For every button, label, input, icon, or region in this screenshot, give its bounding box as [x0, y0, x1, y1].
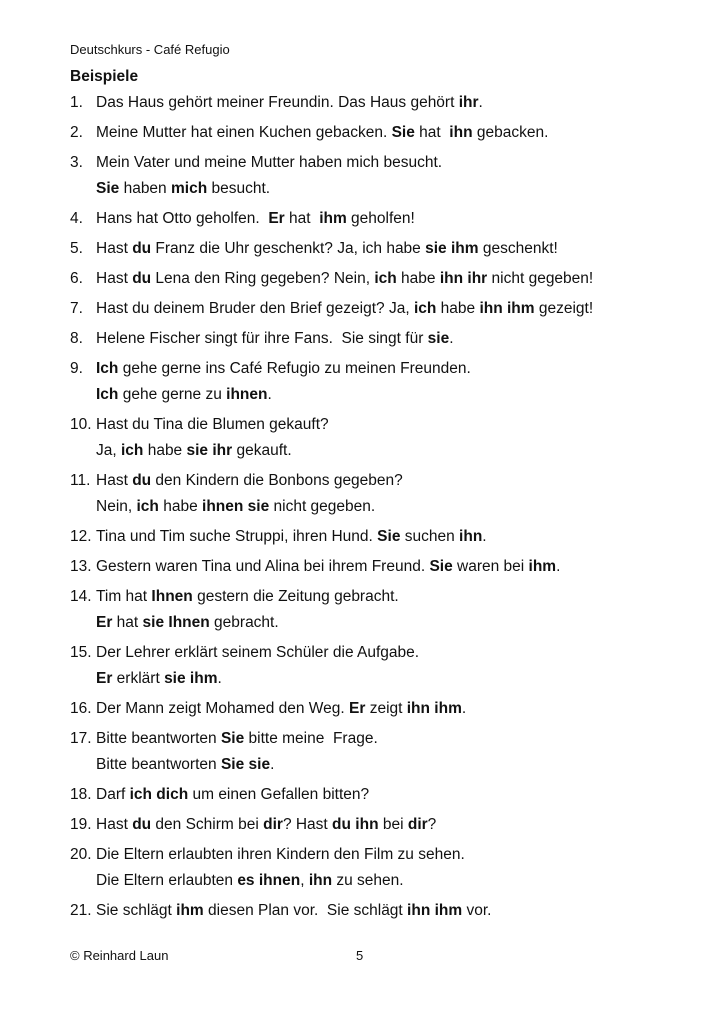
- text-segment: nicht gegeben!: [487, 270, 594, 287]
- text-segment: Die Eltern erlaubten: [96, 872, 238, 889]
- pronoun-bold: ihn: [449, 124, 473, 141]
- sentence-line: [96, 898, 690, 924]
- text-segment: diesen Plan vor. Sie schlägt: [203, 902, 408, 919]
- item-number: 18.: [70, 786, 92, 803]
- sentence-line: [96, 554, 690, 580]
- sentence-line: [96, 868, 690, 894]
- sentence-line: [96, 150, 690, 176]
- sentence-line: [96, 726, 690, 752]
- item-number: 20.: [70, 846, 92, 863]
- item-number: 8.: [70, 330, 83, 347]
- pronoun-bold: dir: [263, 816, 283, 833]
- pronoun-bold: Sie: [96, 180, 120, 197]
- text-segment: Helene Fischer singt für ihre Fans. Sie singt für: [96, 330, 428, 347]
- item-number: 9.: [70, 360, 83, 377]
- text-segment: ,: [300, 872, 309, 889]
- text-segment: .: [267, 386, 272, 403]
- text-segment: Hast: [96, 472, 133, 489]
- sentence-line: [96, 494, 690, 520]
- text-segment: .: [556, 558, 561, 575]
- text-segment: gezeigt!: [534, 300, 594, 317]
- item-number: 21.: [70, 902, 92, 919]
- text-segment: waren bei: [452, 558, 529, 575]
- text-segment: Hast: [96, 270, 133, 287]
- sentence-line: [96, 782, 690, 808]
- pronoun-bold: mich: [170, 180, 208, 197]
- list-item: [70, 640, 690, 692]
- sentence-line: [96, 326, 690, 352]
- text-segment: Hast du Tina die Blumen gekauft?: [96, 416, 329, 433]
- text-segment: Lena den Ring gegeben? Nein,: [151, 270, 375, 287]
- pronoun-bold: sie Ihnen: [142, 614, 210, 631]
- pronoun-bold: Sie sie: [220, 756, 271, 773]
- pronoun-bold: ihm: [319, 210, 347, 227]
- text-segment: Hast du deinem Bruder den Brief gezeigt? Ja,: [96, 300, 414, 317]
- list-item: [70, 782, 690, 808]
- item-number: 1.: [70, 94, 83, 111]
- item-number: 5.: [70, 240, 83, 257]
- pronoun-bold: ich: [120, 442, 144, 459]
- pronoun-bold: Sie: [220, 730, 245, 747]
- pronoun-bold: Ich: [96, 360, 119, 377]
- pronoun-bold: ihm: [176, 902, 204, 919]
- pronoun-bold: Ihnen: [151, 588, 193, 605]
- footer-copyright: © Reinhard Laun: [70, 948, 169, 963]
- pronoun-bold: ihm: [528, 558, 557, 575]
- text-segment: habe: [436, 300, 480, 317]
- pronoun-bold: du: [132, 472, 152, 489]
- text-segment: zeigt: [365, 700, 407, 717]
- pronoun-bold: ihnen: [226, 386, 268, 403]
- text-segment: .: [461, 700, 467, 717]
- text-segment: gehe gerne zu: [118, 386, 227, 403]
- sentence-line: [96, 468, 690, 494]
- text-segment: den Schirm bei: [151, 816, 264, 833]
- text-segment: hat: [112, 614, 143, 631]
- item-number: 12.: [70, 528, 92, 545]
- pronoun-bold: ihn ihm: [407, 902, 463, 919]
- item-number: 15.: [70, 644, 92, 661]
- text-segment: erklärt: [112, 670, 165, 687]
- sentence-line: [96, 90, 690, 116]
- text-segment: den Kindern die Bonbons gegeben?: [151, 472, 403, 489]
- sentence-line: [96, 412, 690, 438]
- item-number: 14.: [70, 588, 92, 605]
- list-item: [70, 412, 690, 464]
- text-segment: .: [270, 756, 275, 773]
- text-segment: gehe gerne ins Café Refugio zu meinen Freunden.: [118, 360, 471, 377]
- text-segment: suchen: [400, 528, 460, 545]
- list-item: [70, 236, 690, 262]
- pronoun-bold: sie ihr: [186, 442, 233, 459]
- pronoun-bold: dir: [407, 816, 428, 833]
- page-number: 5: [356, 948, 364, 963]
- sentence-line: [96, 842, 690, 868]
- sentence-line: [96, 176, 690, 202]
- list-item: [70, 468, 690, 520]
- sentence-line: [96, 666, 690, 692]
- pronoun-bold: ihn: [308, 872, 333, 889]
- text-segment: Tim hat: [96, 588, 152, 605]
- text-segment: hat: [414, 124, 450, 141]
- text-segment: Hast: [96, 240, 133, 257]
- text-segment: gebracht.: [209, 614, 279, 631]
- pronoun-bold: ihnen sie: [202, 498, 270, 515]
- pronoun-bold: Ich: [96, 386, 119, 403]
- text-segment: Tina und Tim suche Struppi, ihren Hund.: [96, 528, 378, 545]
- item-number: 6.: [70, 270, 83, 287]
- text-segment: Sie schlägt: [96, 902, 177, 919]
- list-item: [70, 266, 690, 292]
- sentence-line: [96, 356, 690, 382]
- text-segment: geholfen!: [346, 210, 415, 227]
- text-segment: um einen Gefallen bitten?: [188, 786, 370, 803]
- text-segment: besucht.: [207, 180, 271, 197]
- list-item: [70, 206, 690, 232]
- sentence-line: [96, 752, 690, 778]
- list-item: [70, 696, 690, 722]
- pronoun-bold: du: [132, 816, 152, 833]
- pronoun-bold: Er: [268, 210, 285, 227]
- item-number: 2.: [70, 124, 83, 141]
- text-segment: gestern die Zeitung gebracht.: [192, 588, 399, 605]
- text-segment: Ja,: [96, 442, 121, 459]
- text-segment: Bitte beantworten: [96, 730, 221, 747]
- example-list: [70, 90, 690, 928]
- item-number: 3.: [70, 154, 83, 171]
- text-segment: Bitte beantworten: [96, 756, 221, 773]
- pronoun-bold: ihn: [459, 528, 483, 545]
- list-item: [70, 296, 690, 322]
- text-segment: haben: [119, 180, 171, 197]
- list-item: [70, 584, 690, 636]
- text-segment: hat: [284, 210, 320, 227]
- pronoun-bold: ich dich: [129, 786, 189, 803]
- list-item: [70, 356, 690, 408]
- sentence-line: [96, 382, 690, 408]
- item-number: 11.: [70, 472, 91, 489]
- list-item: [70, 812, 690, 838]
- sentence-line: [96, 640, 690, 666]
- text-segment: Nein,: [96, 498, 137, 515]
- sentence-line: [96, 812, 690, 838]
- text-segment: ?: [427, 816, 437, 833]
- pronoun-bold: du: [132, 240, 152, 257]
- pronoun-bold: ihn ihm: [406, 700, 462, 717]
- pronoun-bold: Er: [96, 614, 113, 631]
- item-number: 4.: [70, 210, 83, 227]
- text-segment: zu sehen.: [332, 872, 404, 889]
- text-segment: Der Lehrer erklärt seinem Schüler die Aufgabe.: [96, 644, 420, 661]
- sentence-line: [96, 120, 690, 146]
- text-segment: bitte meine Frage.: [244, 730, 378, 747]
- text-segment: Hans hat Otto geholfen.: [96, 210, 269, 227]
- text-segment: habe: [158, 498, 203, 515]
- item-number: 16.: [70, 700, 92, 717]
- sentence-line: [96, 610, 690, 636]
- sentence-line: [96, 296, 690, 322]
- text-segment: nicht gegeben.: [269, 498, 376, 515]
- sentence-line: [96, 206, 690, 232]
- text-segment: Franz die Uhr geschenkt? Ja, ich habe: [151, 240, 426, 257]
- pronoun-bold: sie ihm: [425, 240, 479, 257]
- pronoun-bold: Sie: [429, 558, 453, 575]
- pronoun-bold: ich: [413, 300, 437, 317]
- list-item: [70, 120, 690, 146]
- text-segment: vor.: [462, 902, 492, 919]
- text-segment: Hast: [96, 816, 133, 833]
- sentence-line: [96, 584, 690, 610]
- list-item: [70, 326, 690, 352]
- text-segment: Darf: [96, 786, 130, 803]
- text-segment: Gestern waren Tina und Alina bei ihrem Freund.: [96, 558, 430, 575]
- page-header: Deutschkurs - Café Refugio: [70, 42, 230, 57]
- text-segment: Meine Mutter hat einen Kuchen gebacken.: [96, 124, 392, 141]
- list-item: [70, 726, 690, 778]
- pronoun-bold: ihr: [458, 94, 479, 111]
- item-number: 17.: [70, 730, 92, 747]
- text-segment: Das Haus gehört meiner Freundin. Das Haus gehört: [96, 94, 459, 111]
- sentence-line: [96, 524, 690, 550]
- pronoun-bold: Er: [349, 700, 366, 717]
- text-segment: Der Mann zeigt Mohamed den Weg.: [96, 700, 350, 717]
- text-segment: Mein Vater und meine Mutter haben mich besucht.: [96, 154, 443, 171]
- text-segment: geschenkt!: [478, 240, 558, 257]
- text-segment: Die Eltern erlaubten ihren Kindern den Film zu sehen.: [96, 846, 465, 863]
- sentence-line: [96, 438, 690, 464]
- text-segment: gebacken.: [472, 124, 549, 141]
- list-item: [70, 524, 690, 550]
- text-segment: ? Hast: [282, 816, 333, 833]
- pronoun-bold: sie: [427, 330, 450, 347]
- section-heading: Beispiele: [70, 68, 139, 85]
- pronoun-bold: ihn ihr: [439, 270, 488, 287]
- text-segment: gekauft.: [232, 442, 292, 459]
- pronoun-bold: ihn ihm: [479, 300, 535, 317]
- list-item: [70, 90, 690, 116]
- pronoun-bold: es ihnen: [237, 872, 301, 889]
- list-item: [70, 554, 690, 580]
- item-number: 19.: [70, 816, 92, 833]
- pronoun-bold: sie ihm: [164, 670, 218, 687]
- sentence-line: [96, 266, 690, 292]
- text-segment: .: [449, 330, 454, 347]
- item-number: 13.: [70, 558, 92, 575]
- list-item: [70, 898, 690, 924]
- pronoun-bold: du: [132, 270, 152, 287]
- pronoun-bold: du ihn: [332, 816, 379, 833]
- sentence-line: [96, 696, 690, 722]
- item-number: 7.: [70, 300, 83, 317]
- text-segment: .: [482, 528, 487, 545]
- pronoun-bold: Sie: [391, 124, 415, 141]
- text-segment: habe: [396, 270, 440, 287]
- pronoun-bold: ich: [374, 270, 397, 287]
- text-segment: .: [217, 670, 222, 687]
- list-item: [70, 150, 690, 202]
- pronoun-bold: Sie: [377, 528, 401, 545]
- sentence-line: [96, 236, 690, 262]
- text-segment: .: [478, 94, 483, 111]
- pronoun-bold: Er: [96, 670, 113, 687]
- item-number: 10.: [70, 416, 92, 433]
- text-segment: bei: [378, 816, 408, 833]
- list-item: [70, 842, 690, 894]
- text-segment: habe: [143, 442, 187, 459]
- pronoun-bold: ich: [136, 498, 159, 515]
